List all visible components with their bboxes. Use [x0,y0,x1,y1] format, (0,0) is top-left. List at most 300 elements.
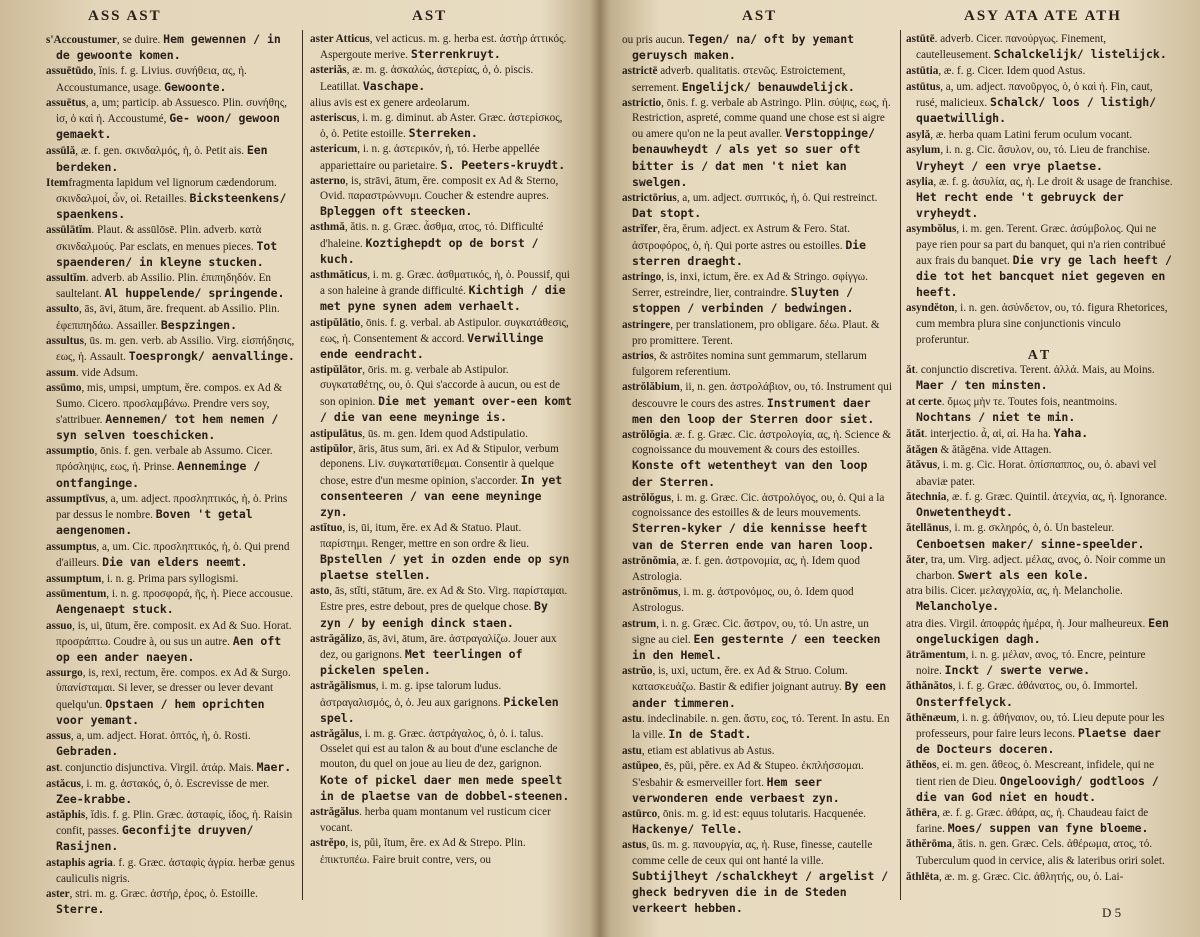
entry-headword: asteriăs [310,64,347,77]
entry-dutch-translation: Konste oft wetentheyt van den loop der Sterren. [632,458,868,489]
dictionary-entry [310,727,572,805]
dictionary-entry [906,32,1174,63]
dictionary-entry [622,743,894,759]
entry-headword: at certe [906,395,942,408]
entry-definition: , i. m. g. ἀστακός, ὁ, ὁ. Escrevisse de mer. [80,777,270,790]
entry-headword: assūlātĭm [46,224,92,237]
entry-definition: , per translationem, pro obligare. δέω. Plaut. & pro promittere. Terent. [632,318,880,347]
entry-definition: , æ. f. g. Græc. ἀθάρα, ας, ἡ. Chaudeau faict de farine. [916,806,1149,836]
entry-definition: , stri. m. g. Græc. ἀστήρ, ἐρος, ὁ. Estoille. [69,887,258,900]
dictionary-entry [310,142,572,173]
entry-definition: , i. n. g. ἀστερικόν, ἡ, τό. Herbe appellée appariettaire ou parietaire. [320,143,540,172]
entry-dutch-translation: Opstaen / hem oprichten voor yemant. [56,696,265,727]
dictionary-entry [906,869,1174,885]
dictionary-entry [46,365,296,381]
entry-definition: , vel acticus. m. g. herba est. ἀστὴρ ἀττικός. Aspergoute merive. [320,33,567,62]
entry-headword: astringo [622,271,662,284]
dictionary-entry [906,490,1174,521]
entry-dutch-translation: Schalck/ loos / listigh/ quaetwilligh. [916,94,1157,126]
entry-dutch-translation: S. Peeters-kruydt. [440,157,566,172]
entry-definition: & ătăgēna. vide Attagen. [937,444,1052,457]
entry-headword: astăphis [46,808,86,821]
entry-headword: astĭtuo [310,522,343,535]
entry-dutch-translation: Een gesternte / een teecken in den Hemel. [632,631,881,662]
dictionary-entry [622,807,894,838]
entry-definition: , i. n. g. Græc. Cic. ἄστρον, ου, τό. Un astre, un signe au ciel. [632,617,869,646]
dictionary-entry [310,363,572,426]
dictionary-entry [622,64,894,95]
entry-dutch-translation: Hackenye/ Telle. [632,822,743,837]
entry-dutch-translation: Koztighepdt op de borst / kuch. [320,235,539,266]
dictionary-entry [622,585,894,616]
entry-headword: astrăgălizo [310,632,363,645]
entry-dutch-translation: Subtijlheyt /schalckheyt / argelist / gheck bedryven die in de Steden verkeert hebben. [632,868,889,916]
entry-headword: ātrāmentum [906,648,966,661]
dictionary-entry [46,777,296,808]
dictionary-entry [906,80,1174,128]
dictionary-entry [46,444,296,492]
entry-dutch-translation: Die van elders neemt. [102,554,248,569]
entry-headword: assurgo [46,667,83,680]
entry-dutch-translation: Tot spaenderen/ in kleyne stucken. [56,238,278,269]
dictionary-entry [46,729,296,760]
entry-headword: astrum [622,617,657,630]
entry-dutch-translation: In de Stadt. [668,726,752,741]
dictionary-entry [310,268,572,316]
entry-headword: asteriscus [310,112,357,125]
entry-dutch-translation: Nochtans / niet te min. [916,409,1076,424]
entry-headword: ăthĕrōma [906,838,952,851]
dictionary-entry [46,176,296,224]
entry-headword: astūrco [622,807,658,820]
entry-headword: assuo [46,619,73,632]
entry-dutch-translation: Bicksteenkens/ spaenkens. [56,191,287,222]
entry-headword: assumptus [46,540,97,553]
entry-dutch-translation: Ongeloovigh/ godtloos / die van God niet en houdt. [916,773,1159,804]
entry-definition: alius avis est ex genere ardeolarum. [310,96,470,109]
entry-dutch-translation: Gewoonte. [164,79,227,94]
entry-dutch-translation: Aen oft op een ander naeyen. [56,633,282,664]
dictionary-entry [622,712,894,743]
entry-definition: , ās, āvi, ātum, āre. ἀστραγαλίζω. Jouer aux dez, ou garignons. [320,632,557,661]
entry-headword: astrictē [622,65,658,78]
entry-definition: , i. f. g. Græc. ἀθάνατος, ου, ὁ. Immortel. [952,680,1138,693]
entry-headword: ăthēnæum [906,711,957,724]
entry-definition: , ĕra, ĕrum. adject. ex Astrum & Fero. Stat. ἀστροφόρος, ὁ, ἡ. Qui porte astres ou estoilles. [632,223,851,252]
right-page-column-1 [622,32,894,927]
entry-dutch-translation: Vaschape. [362,78,426,93]
dictionary-entry [906,301,1174,348]
entry-headword: ătechnia [906,490,947,503]
dictionary-entry [310,63,572,94]
entry-headword: asymbŏlus [906,223,957,236]
dictionary-entry [906,63,1174,79]
entry-definition: , is, uxi, uctum, ĕre. ex Ad & Struo. Colum. κατασκευάζω. Bastir & edifier joignant autruy. [632,665,848,694]
entry-headword: asylă [906,129,931,142]
entry-definition: . Plaut. & assūlōsē. Plin. adverb. κατὰ σκινδαλμούς. Par esclats, en menues pieces. [56,224,262,253]
dictionary-entry [622,491,894,554]
entry-headword: asylum [906,144,941,157]
entry-dutch-translation: Het recht ende 't gebruyck der vryheydt. [916,190,1124,221]
dictionary-entry [310,836,572,867]
entry-dutch-translation: Bpstellen / yet in ozden ende op syn plaetse stellen. [320,551,570,582]
dictionary-entry [46,96,296,144]
entry-dutch-translation: Kichtigh / die met pyne synen adem verhaelt. [320,283,566,314]
entry-headword: ătăgen [906,444,938,457]
entry-headword: assuētūdo [46,65,94,78]
entry-dutch-translation: In yet consenteeren / van eene meyninge zyn. [320,472,563,520]
entry-headword: astrĭfer [622,223,658,236]
entry-definition: , ūs. m. gen. Idem quod Adstipulatio. [362,428,528,441]
entry-definition: , a, um. adject. συπτικός, ἡ, ὁ. Qui restreinct. [676,192,878,205]
entry-headword: astrŏnŏmus [622,586,678,599]
entry-definition: , i. n. g. ἀθήναιον, ου, τό. Lieu depute pour les professeurs, pour faire leurs lecons. [916,711,1165,740]
entry-definition: , is, ui, ūtum, ĕre. composit. ex Ad & Suo. Horat. προσράπτω. Coudre à, ou sus un autre. [56,619,292,648]
entry-definition: , ōnis. f. g. verbal. ab Astipulor. συγκατάθεσις, εως, ἡ. Consentement & accord. [320,316,569,345]
left-page-column-1 [46,32,296,927]
entry-dutch-translation: Swert als een kole. [957,567,1090,582]
entry-dutch-translation: Pickelen spel. [320,694,559,725]
entry-definition: , æ. f. g. Cicer. Idem quod Astus. [938,65,1086,78]
entry-definition: , ĭdis. f. g. Plin. Græc. ἀσταφίς, ίδος, ἡ. Raisin confit, passes. [56,808,293,838]
entry-definition: , a, um. adject. προσληπτικός, ἡ, ὁ. Prins par dessus le nombre. [56,492,288,522]
entry-definition: , æ. f. g. ἀσυλία, ας, ἡ. Le droit & usage de franchise. [933,175,1173,188]
entry-headword: astrictio [622,96,662,109]
entry-headword: astrŏlăbium [622,381,680,394]
entry-headword: aster Atticus [310,33,370,45]
dictionary-entry [906,127,1174,143]
entry-definition: , etiam est ablativus ab Astus. [641,745,775,758]
entry-definition: . adverb. ab Assilio. Plin. ἐπιπηδηδόν. En saultelant. [56,272,272,301]
dictionary-entry [906,458,1174,489]
dictionary-entry [906,837,1174,868]
entry-definition: . indeclinabile. n. gen. ἄστυ, εος, τό. Terent. In astu. En la ville. [632,712,890,741]
entry-dutch-translation: Verwillinge ende eendracht. [320,330,544,362]
entry-dutch-translation: Yaha. [1053,426,1089,441]
entry-definition: . conjunctio disjunctiva. Virgil. ἀτάρ. Mais. [59,762,254,775]
entry-dutch-translation: Sluyten / stoppen / verbinden / bedwingen. [632,285,854,316]
dictionary-entry [906,442,1174,458]
entry-definition: atra dies. Virgil. ἀποφράς ἡμέρα, ἡ. Jour malheureux. [906,617,1146,630]
entry-definition: . æ. f. g. Græc. Cic. ἀστρολογία, ας, ἡ. Science & cognoissance du mouvement & cours des estoilles. [632,429,891,457]
right-page-header-right: ASY ATA ATE ATH [964,8,1122,24]
entry-definition: fragmenta lapidum vel lignorum cædendorum. σκινδαλμοί, ὧν, οἱ. Retailles. [56,176,277,206]
entry-dutch-translation: Ge- woon/ gewoon gemaekt. [56,111,280,142]
section-heading: AT [1027,348,1053,364]
entry-definition: , se duire. [116,34,161,46]
entry-headword: assultĭm [46,272,86,285]
entry-dutch-translation: Een berdeken. [56,143,268,174]
entry-definition: , ōnis. f. gen. verbale ab Assumo. Cicer. πρόσληψις, εως, ἡ. Prinse. [56,445,273,474]
page-number: D 5 [1102,905,1122,920]
entry-definition: , i. n. g. μέλαν, ανος, τό. Encre, peinture noire. [916,648,1146,678]
entry-definition: , ās, stĭti, stātum, āre. ex Ad & Sto. Virg. παρίσταμαι. Estre pres, estre debout, pres de quelque chose. [320,585,568,614]
dictionary-entry [310,442,572,521]
entry-dutch-translation: Vryheyt / een vrye plaetse. [916,158,1103,173]
entry-dutch-translation: Hem seer verwonderen ende verbaest zyn. [632,774,840,805]
entry-headword: assumptum [46,572,102,585]
entry-headword: astrios [622,350,654,363]
entry-definition: , a, um. Cic. προσληπτικός, ἡ, ὁ. Qui prend d'ailleurs. [56,540,290,569]
dictionary-entry [906,175,1174,223]
entry-definition: , ūs. m. gen. verb. ab Assilio. Virg. εἰσπήδησις, εως, ἡ. Assault. [56,334,295,364]
entry-definition: , ii, n. gen. ἀστρολάβιον, ου, τό. Instrument qui descouvre le cours des astres. [632,381,892,410]
dictionary-entry [310,95,572,111]
dictionary-entry [310,32,572,63]
entry-headword: astrăgălus [310,727,360,740]
entry-definition: , æ. m. g. Græc. Cic. ἀθλητής, ου, ὁ. Lai- [938,870,1124,883]
dictionary-entry [622,191,894,222]
dictionary-entry [622,318,894,349]
dictionary-entry [46,808,296,856]
entry-headword: ast [46,762,60,775]
entry-definition: , æ. m. g. ἀσκαλώς, ἀστερίας, ὁ, ὁ. piscis. Leatillat. [320,64,534,93]
entry-definition: , ās, āvi, ātum, āre. frequent. ab Assilio. Plin. ἐφεπιπηδάω. Assailler. [56,303,280,332]
entry-definition: , i. m. g. Græc. Cic. ἀστρολόγος, ου, ὁ. Qui a la cognoissance des estoilles & de leurs mouvements. [632,491,885,520]
entry-dutch-translation: Hem gewennen / in de gewoonte komen. [56,32,281,63]
entry-dutch-translation: Onwetentheydt. [916,505,1013,520]
entry-headword: astu [622,745,642,758]
dictionary-entry [906,679,1174,710]
entry-definition: , ōnis. m. g. id est: equus tolutaris. Hacquenée. [657,807,867,820]
entry-definition: , ătis. n. gen. Græc. Cels. ἀθέρωμα, ατος, τό. Tuberculum quod in cervice, alis & lateribus oriri solet. [916,838,1165,867]
dictionary-entry [622,270,894,318]
dictionary-entry [622,428,894,491]
entry-definition: , ătis. n. g. Græc. ἆσθμα, ατος, τό. Difficulté d'haleine. [320,221,544,250]
dictionary-entry [46,334,296,365]
entry-dutch-translation: Maer / ten minsten. [916,378,1048,393]
entry-headword: assūmentum [46,588,107,601]
entry-definition: , ei. m. gen. ἄθεος, ὁ. Mescreant, infidele, qui ne tient rien de Dieu. [916,759,1155,788]
entry-dutch-translation: Melancholye. [916,599,1000,614]
entry-headword: ăthănătos [906,680,953,693]
dictionary-entry [622,96,894,191]
entry-definition: , i. m. g. ἀστρονόμος, ου, ὁ. Idem quod Astrologus. [632,586,854,615]
entry-headword: astringere [622,318,671,331]
entry-headword: astūtus [906,80,941,93]
entry-dutch-translation: Al huppelende/ springende. [104,286,285,301]
entry-headword: astrŏlŏgia [622,429,670,442]
entry-definition: , ōris. m. g. verbale ab Astipulor. συγκαταθέτης, ου, ὁ. Qui s'accorde à aucun, ou est de son opinion. [320,364,560,408]
entry-definition: , ūs. m. g. πανουργία, ας, ἡ. Ruse, finesse, cautelle comme celle de ceux qui ont hanté la ville. [632,839,873,867]
entry-dutch-translation: Sterreken. [408,126,478,141]
entry-dutch-translation: Inckt / swerte verwe. [944,663,1090,678]
entry-definition: . f. g. Græc. ἀσταφὶς ἀγρία. herbæ genus cauliculis nigris. [56,856,295,885]
entry-dutch-translation: Sterren-kyker / die kennisse heeft van de Sterren ende van haren loop. [632,521,875,552]
dictionary-entry [906,711,1174,759]
entry-dutch-translation: Kote of pickel daer men mede speelt in de plaetse van de dobbel-steenen. [320,772,570,803]
right-page [602,0,1200,937]
entry-definition: , i. m. g. Græc. ἀστράγαλος, ὁ, ὁ. i. talus. Osselet qui est au talon & au bout d'une esclanche de mouton, du quel on joue au lieu de dez, garignon. [320,727,558,771]
entry-definition: , æ. f. g. Græc. Quintil. ἀτεχνία, ας, ἡ. Ignorance. [946,490,1168,503]
entry-definition: , mis, umpsi, umptum, ĕre. compos. ex Ad & Sumo. Cicero. προσλαμβάνω. Prendre vers soy, s'attribuer. [56,382,283,426]
entry-headword: ăthēra [906,806,938,819]
entry-definition: , i. n. g. Prima pars syllogismi. [101,572,239,585]
dictionary-entry [46,223,296,271]
entry-headword: astrăgălismus [310,680,376,693]
dictionary-entry [46,856,296,887]
dictionary-entry [622,759,894,807]
entry-headword: asterno [310,174,346,187]
entry-headword: ăt [906,364,916,377]
dictionary-entry [46,887,296,918]
dictionary-entry [310,174,572,221]
entry-dutch-translation: Die vry ge lach heeft / die tot het bancquet niet gegeven en heeft. [916,252,1172,300]
entry-headword: s'Accoustumer [46,34,117,46]
entry-headword: ăthĕos [906,759,937,772]
entry-dutch-translation: Verstoppinge/ benauwheydt / als yet so suer oft bitter is / dat men 't niet kan swelgen. [632,126,876,189]
entry-headword: asthmă [310,221,345,234]
dictionary-entry [622,32,894,64]
entry-headword: Item [46,176,69,189]
entry-dutch-translation: Gebraden. [56,744,119,759]
entry-dutch-translation: Die sterren draeght. [632,237,867,268]
entry-dutch-translation: Dat stopt. [632,206,702,221]
entry-dutch-translation: Instrument daer men den loop der Sterren door siet. [632,395,875,426]
entry-headword: asthmăticus [310,269,368,282]
entry-headword: assūlă [46,145,76,158]
entry-headword: ăthlēta [906,870,939,883]
entry-definition: , i. n. gen. ἀσύνδετον, ου, τό. figura Rhetorices, cum membra plura sine conjunctionis vinculo proferuntur. [916,302,1168,346]
dictionary-entry [622,554,894,585]
entry-headword: astăcus [46,777,81,790]
dictionary-entry [46,571,296,587]
entry-definition: , æ. f. gen. σκινδαλμός, ἡ, ὁ. Petit ais. [75,145,245,158]
right-page-header-left: AST [742,8,778,24]
entry-definition: , i. m. gen. Terent. Græc. ἀσύμβολος. Qui ne paye rien pour sa part du banquet, qui n'a rien contribué aux frais du banquet. [916,223,1166,267]
dictionary-entry [906,616,1174,648]
entry-headword: astipulātus [310,428,363,441]
entry-headword: aster [46,887,70,900]
dictionary-entry [310,584,572,632]
dictionary-entry [906,584,1174,615]
entry-dutch-translation: Een ongeluckigen dagh. [916,615,1169,646]
entry-headword: astipŭlātio [310,316,361,329]
entry-definition: , i. m. g. Cic. Horat. ὀπίσπαππος, ου, ὁ. abavi vel abaviæ pater. [916,459,1157,488]
dictionary-entry [310,632,572,680]
dictionary-entry [46,64,296,95]
entry-headword: asylia [906,175,934,188]
dictionary-entry [906,363,1174,394]
entry-definition: . adverb. Cicer. πανούργως. Finement, cautelleusement. [916,33,1107,62]
entry-headword: assus [46,729,71,742]
entry-dutch-translation: Plaetse daer de Docteurs doceren. [916,725,1161,757]
entry-definition: , i. m. g. diminut. ab Aster. Græc. ἀστερίσκος, ὁ, ὁ. Petite estoille. [320,112,563,141]
entry-headword: astericum [310,143,358,156]
dictionary-entry [46,32,296,64]
entry-definition: , & astrōites nomina sunt gemmarum, stellarum fulgorem referentium. [632,350,867,379]
entry-dutch-translation: Engelijck/ benauwdelijck. [681,79,855,94]
entry-definition: , i. n. g. προσφορά, ῆς, ἡ. Piece accousue. [106,588,294,601]
dictionary-entry [310,805,572,836]
entry-definition: , i. n. g. Cic. ἄσυλον, ου, τό. Lieu de franchise. [940,144,1150,157]
dictionary-entry [622,222,894,270]
entry-definition: , ēs, pŭi, pĕre. ex Ad & Stupeo. ἐκπλήσσομαι. S'esbahir & esmerveiller fort. [632,760,864,789]
entry-dutch-translation: Die met yemant over-een komt / die van eene meyninge is. [320,393,572,424]
entry-headword: astūtē [906,33,935,45]
entry-definition: , is, pŭi, ĭtum, ĕre. ex Ad & Strepo. Plin. ἐπικτυπέω. Faire bruit contre, vers, ou [320,837,526,866]
entry-dutch-translation: Boven 't getal aengenomen. [56,507,253,538]
dictionary-entry [622,380,894,428]
dictionary-entry [906,395,1174,426]
left-page [0,0,598,937]
dictionary-entry [310,111,572,142]
entry-definition: . vide Adsum. [75,367,138,380]
dictionary-entry [310,679,572,727]
column-divider [900,30,901,900]
entry-definition: , i. m. g. σκληρός, ὁ, ὁ. Un basteleur. [948,522,1115,535]
entry-dutch-translation: Maer. [256,760,292,775]
entry-definition: , i. m. g. ipse talorum ludus. ἀστραγαλισμός, ὁ, ὁ. Jeu aux garignons. [320,680,502,709]
dictionary-entry [906,222,1174,301]
dictionary-entry [46,143,296,175]
entry-definition: atra bilis. Cicer. μελαγχολία, ας, ἡ. Melancholie. [906,585,1123,598]
dictionary-entry [46,302,296,333]
dictionary-entry [622,838,894,917]
entry-definition: . herba quam montanum vel rusticum cicer vocant. [320,805,551,835]
entry-dutch-translation: Cenboetsen maker/ sinne-speelder. [916,536,1145,551]
entry-headword: assumptīvus [46,492,106,505]
dictionary-entry [906,143,1174,174]
dictionary-entry [46,587,296,618]
dictionary-entry [622,617,894,665]
column-divider [302,30,303,900]
entry-headword: astrăgălus [310,805,360,818]
left-page-header-left: ASS AST [88,8,162,24]
entry-dutch-translation: Geconfijte druyven/ Rasijnen. [56,823,254,854]
dictionary-entry [46,492,296,540]
entry-headword: astaphis agria [46,856,113,869]
entry-headword: ătăvus [906,459,938,472]
entry-definition: , a, um. adject. πανοῦργος, ὁ, ὁ καὶ ἡ. Fin, caut, rusé, malicieux. [916,80,1153,109]
entry-definition: , is, rexi, rectum, ĕre. compos. ex Ad & Surgo. ὑπανίσταμαι. Si lever, se dresser ou lever devant quelqu'un. [56,667,291,711]
entry-dutch-translation: By zyn / by eenigh dinck staen. [320,599,548,630]
entry-definition: , is, ūi, itum, ĕre. ex Ad & Statuo. Plaut. παρίστημι. Renger, mettre en son ordre & lieu. [320,522,530,550]
entry-definition: , ĭnis. f. g. Livius. συνήθεια, ας, ἡ. Accoustumance, usage. [56,65,247,94]
entry-definition: , āris, ātus sum, āri. ex Ad & Stipulor, verbum deponens. Liv. συγκατατίθεμαι. Consentir à quelque chose, estre d'un mesme opinion, s'accorder. [320,443,559,487]
entry-definition: , a, um. adject. Horat. ὀπτός, ἡ, ὁ. Rosti. [70,729,251,742]
entry-headword: astipŭlor [310,443,353,456]
dictionary-entry [622,664,894,712]
entry-definition: ou pris aucun. [622,34,686,46]
entry-headword: astŭpeo [622,760,659,773]
entry-dutch-translation: Sterre. [56,902,105,917]
entry-dutch-translation: Aenneminge / ontfanginge. [56,459,261,490]
dictionary-entry [906,426,1174,442]
dictionary-entry [310,426,572,442]
entry-headword: ăter [906,553,926,566]
left-page-column-2 [310,32,572,927]
entry-dutch-translation: Toesprongk/ aenvallinge. [128,349,295,364]
dictionary-entry [906,648,1174,679]
left-page-header-right: AST [412,8,448,24]
entry-dutch-translation: Zee-krabbe. [56,791,133,806]
entry-definition: , tra, um. Virg. adject. μέλας, ανος, ὁ. Noir comme un charbon. [916,553,1166,582]
entry-dutch-translation: Moes/ suppen van fyne bloeme. [947,821,1149,836]
entry-headword: astipŭlātor [310,364,363,377]
entry-dutch-translation: Aennemen/ tot hem nemen / syn selven toeschicken. [56,411,279,443]
dictionary-entry [46,619,296,667]
dictionary-entry [310,220,572,268]
entry-dutch-translation: By een ander timmeren. [632,679,887,710]
entry-definition: , æ. herba quam Latini ferum oculum vocant. [930,129,1133,142]
entry-definition: . ὅμως μὴν τε. Toutes fois, neantmoins. [941,395,1118,408]
entry-headword: assuētus [46,96,86,109]
entry-headword: ătellānus [906,522,949,535]
dictionary-entry [46,540,296,571]
entry-headword: ătăt [906,428,925,441]
entry-headword: asto [310,585,330,598]
